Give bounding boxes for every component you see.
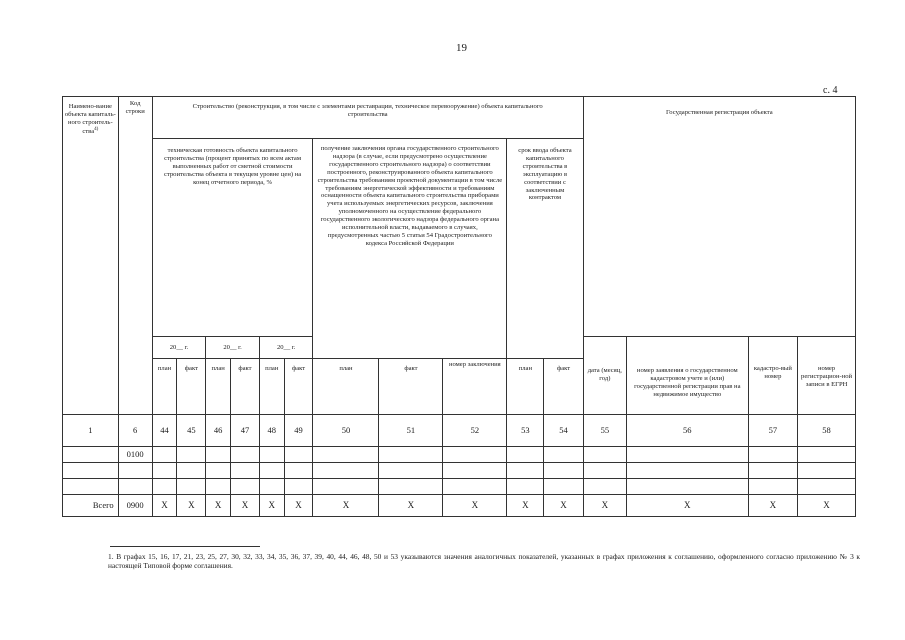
name-column-header: Наимено-вание объекта капиталь-ного строитель-ства$^{4)}$ bbox=[63, 97, 119, 415]
conclusion-header: получение заключения органа государственного строительного надзора (в случае, если предусмотрено осуществление государственного строительного надзора) о соответствии построенного, реконструированного объекта капитального строительства требованиям проектной документации в том числе требованиям энергетической эффективности и требованиям оснащенности объекта капитального строительства приборами учета используемых энергетических ресурсов, заключения уполномоченного на осуществление федерального государственного экологического надзора федерального органа исполнительной власти, выдаваемого в случаях, предусмотренных частью 5 статьи 54 Градостроительного кодекса Российской Федерации bbox=[313, 139, 507, 359]
report-table bbox=[62, 96, 856, 517]
sheet-label: с. 4 bbox=[823, 85, 838, 96]
column-number: 44 bbox=[152, 415, 177, 447]
total-mark: X bbox=[583, 495, 626, 517]
total-mark: X bbox=[313, 495, 379, 517]
readiness-header: техническая готовность объекта капитального строительства (процент принятых по всем актам выполненных работ от сметной стоимости строительства объекта в текущем уровне цен) на конец отчетного периода, % bbox=[152, 139, 313, 337]
data-cell[interactable] bbox=[507, 447, 544, 463]
column-number: 56 bbox=[626, 415, 748, 447]
data-cell[interactable] bbox=[443, 447, 507, 463]
row-code-cell bbox=[118, 479, 152, 495]
data-cell[interactable] bbox=[626, 479, 748, 495]
code-column-header: Код строки bbox=[118, 97, 152, 415]
column-number: 49 bbox=[284, 415, 313, 447]
column-number: 46 bbox=[206, 415, 231, 447]
data-cell[interactable] bbox=[544, 463, 583, 479]
data-cell[interactable] bbox=[152, 463, 177, 479]
reg-application-header: номер заявления о государственном кадастровом учете и (или) государственной регистрации прав на недвижимое имущество bbox=[626, 337, 748, 415]
table-row bbox=[63, 479, 856, 495]
data-cell[interactable] bbox=[544, 479, 583, 495]
data-cell[interactable] bbox=[443, 463, 507, 479]
registration-group-header: Государственная регистрация объекта bbox=[583, 97, 855, 337]
year-header-3: 20__ г. bbox=[259, 337, 313, 359]
total-mark: X bbox=[443, 495, 507, 517]
data-cell[interactable] bbox=[583, 447, 626, 463]
column-number: 58 bbox=[798, 415, 856, 447]
data-cell[interactable] bbox=[313, 447, 379, 463]
data-cell[interactable] bbox=[748, 447, 797, 463]
table-row bbox=[63, 447, 856, 463]
data-cell[interactable] bbox=[152, 479, 177, 495]
data-cell[interactable] bbox=[313, 479, 379, 495]
data-cell[interactable] bbox=[798, 447, 856, 463]
total-mark: X bbox=[152, 495, 177, 517]
column-number: 45 bbox=[177, 415, 206, 447]
footnote-ref: 4) bbox=[94, 126, 99, 132]
footnote-divider bbox=[110, 546, 260, 547]
data-cell[interactable] bbox=[798, 463, 856, 479]
data-cell[interactable] bbox=[259, 479, 284, 495]
reg-date-header: дата (месяц, год) bbox=[583, 337, 626, 415]
conclusion-fact-header: факт bbox=[379, 359, 443, 415]
data-cell[interactable] bbox=[231, 447, 260, 463]
row-name-cell[interactable] bbox=[63, 447, 119, 463]
total-label: Всего bbox=[63, 495, 119, 517]
data-cell[interactable] bbox=[798, 479, 856, 495]
egrn-header: номер регистрацион-ной записи в ЕГРН bbox=[798, 337, 856, 415]
data-cell[interactable] bbox=[443, 479, 507, 495]
data-cell[interactable] bbox=[152, 447, 177, 463]
data-cell[interactable] bbox=[379, 463, 443, 479]
data-cell[interactable] bbox=[231, 463, 260, 479]
column-number: 57 bbox=[748, 415, 797, 447]
total-mark: X bbox=[626, 495, 748, 517]
plan-header: план bbox=[259, 359, 284, 415]
column-number: 47 bbox=[231, 415, 260, 447]
data-cell[interactable] bbox=[379, 479, 443, 495]
commissioning-plan-header: план bbox=[507, 359, 544, 415]
total-mark: X bbox=[748, 495, 797, 517]
data-cell[interactable] bbox=[177, 463, 206, 479]
data-cell[interactable] bbox=[284, 479, 313, 495]
commissioning-header: срок ввода объекта капитального строительства в эксплуатацию в соответствии с заключенным контрактом bbox=[507, 139, 583, 359]
total-mark: X bbox=[177, 495, 206, 517]
table-row bbox=[63, 463, 856, 479]
column-number: 48 bbox=[259, 415, 284, 447]
data-cell[interactable] bbox=[379, 447, 443, 463]
plan-header: план bbox=[152, 359, 177, 415]
total-mark: X bbox=[284, 495, 313, 517]
data-cell[interactable] bbox=[177, 479, 206, 495]
row-name-cell[interactable] bbox=[63, 463, 119, 479]
total-mark: X bbox=[206, 495, 231, 517]
data-cell[interactable] bbox=[206, 463, 231, 479]
data-cell[interactable] bbox=[507, 479, 544, 495]
footnote-text: 1. В графах 15, 16, 17, 21, 23, 25, 27, 30, 32, 33, 34, 35, 36, 37, 39, 40, 44, 46, 48, 50 и 53 указываются значения аналогичных показателей, указанных в графах приложения к соглашению, оформленного согласно приложению № 3 к настоящей Типовой форме соглашения. bbox=[108, 552, 860, 571]
column-number: 52 bbox=[443, 415, 507, 447]
column-number: 55 bbox=[583, 415, 626, 447]
column-number: 53 bbox=[507, 415, 544, 447]
data-cell[interactable] bbox=[206, 447, 231, 463]
data-cell[interactable] bbox=[284, 447, 313, 463]
data-cell[interactable] bbox=[583, 479, 626, 495]
plan-header: план bbox=[206, 359, 231, 415]
column-number: 6 bbox=[118, 415, 152, 447]
data-cell[interactable] bbox=[748, 463, 797, 479]
cadastral-header: кадастро-вый номер bbox=[748, 337, 797, 415]
conclusion-plan-header: план bbox=[313, 359, 379, 415]
total-mark: X bbox=[798, 495, 856, 517]
column-number: 51 bbox=[379, 415, 443, 447]
data-cell[interactable] bbox=[284, 463, 313, 479]
data-cell[interactable] bbox=[626, 447, 748, 463]
row-code-cell: 0100 bbox=[118, 447, 152, 463]
year-header-2: 20__ г. bbox=[206, 337, 260, 359]
data-cell[interactable] bbox=[231, 479, 260, 495]
data-cell[interactable] bbox=[206, 479, 231, 495]
data-cell[interactable] bbox=[748, 479, 797, 495]
year-header-1: 20__ г. bbox=[152, 337, 206, 359]
data-cell[interactable] bbox=[259, 447, 284, 463]
column-number: 54 bbox=[544, 415, 583, 447]
page-number: 19 bbox=[456, 42, 467, 54]
fact-header: факт bbox=[231, 359, 260, 415]
data-cell[interactable] bbox=[259, 463, 284, 479]
total-mark: X bbox=[231, 495, 260, 517]
fact-header: факт bbox=[284, 359, 313, 415]
row-code-cell bbox=[118, 463, 152, 479]
data-cell[interactable] bbox=[507, 463, 544, 479]
column-number: 1 bbox=[63, 415, 119, 447]
total-mark: X bbox=[379, 495, 443, 517]
total-code: 0900 bbox=[118, 495, 152, 517]
row-name-cell[interactable] bbox=[63, 479, 119, 495]
commissioning-fact-header: факт bbox=[544, 359, 583, 415]
column-number: 50 bbox=[313, 415, 379, 447]
total-row bbox=[63, 495, 856, 517]
data-cell[interactable] bbox=[313, 463, 379, 479]
data-cell[interactable] bbox=[583, 463, 626, 479]
total-mark: X bbox=[507, 495, 544, 517]
data-cell[interactable] bbox=[177, 447, 206, 463]
data-cell[interactable] bbox=[544, 447, 583, 463]
construction-group-header: Строительство (реконструкция, в том числе с элементами реставрации, техническое перевооружение) объекта капитального строительства bbox=[152, 97, 583, 139]
total-mark: X bbox=[544, 495, 583, 517]
column-numbers-row bbox=[63, 415, 856, 447]
conclusion-number-header: номер заключения bbox=[443, 359, 507, 415]
data-cell[interactable] bbox=[626, 463, 748, 479]
fact-header: факт bbox=[177, 359, 206, 415]
total-mark: X bbox=[259, 495, 284, 517]
